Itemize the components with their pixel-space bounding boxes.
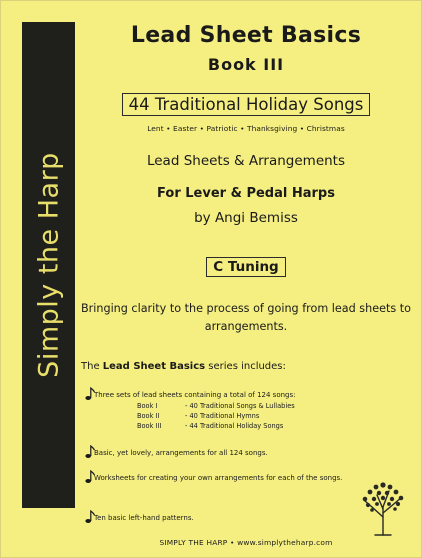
arrangements-line: Lead Sheets & Arrangements — [146, 153, 346, 169]
cover-title: Lead Sheet Basics — [130, 23, 362, 48]
songs-box — [81, 93, 411, 116]
bullet-text: Basic, yet lovely, arrangements for all 124 songs. — [94, 449, 268, 457]
songs-label: 44 Traditional Holiday Songs — [122, 93, 371, 116]
list-item — [94, 473, 349, 483]
author-line: by Angi Bemiss — [194, 210, 298, 226]
music-note-icon — [85, 470, 95, 484]
bullet-text: Ten basic left-hand patterns. — [94, 514, 194, 522]
footer-line: SIMPLY THE HARP • www.simplytheharp.com — [159, 538, 333, 547]
list-item — [94, 390, 394, 400]
book-number: Book III — [207, 55, 285, 74]
spine-title: Simply the Harp — [33, 152, 64, 378]
book-row-desc: - 40 Traditional Hymns — [185, 412, 260, 420]
book-row-name: Book II — [137, 412, 160, 420]
tree-logo-icon — [357, 477, 409, 537]
music-note-icon — [85, 510, 95, 524]
series-heading — [81, 361, 286, 372]
book-row — [137, 401, 295, 411]
harps-line: For Lever & Pedal Harps — [157, 186, 335, 201]
book-row — [137, 411, 295, 421]
tuning-label: C Tuning — [206, 257, 285, 277]
book-row-desc: - 44 Traditional Holiday Songs — [185, 422, 284, 430]
list-item — [94, 448, 394, 458]
book-row-name: Book I — [137, 402, 158, 410]
music-note-icon — [85, 387, 95, 401]
music-note-icon — [85, 445, 95, 459]
occasions-line: Lent • Easter • Patriotic • Thanksgiving • Christmas — [147, 124, 345, 133]
list-item — [94, 513, 394, 523]
bullet-text: Worksheets for creating your own arrangements for each of the songs. — [94, 474, 343, 482]
bullet-text: Three sets of lead sheets containing a total of 124 songs: — [94, 391, 296, 399]
clarity-tagline: Bringing clarity to the process of going from lead sheets to arrangements. — [81, 302, 411, 333]
tuning-box — [81, 257, 411, 277]
series-prefix: The — [81, 361, 103, 372]
book-row-desc: - 40 Traditional Songs & Lullabies — [185, 402, 295, 410]
book-row-name: Book III — [137, 422, 162, 430]
spine-band — [22, 22, 75, 508]
book-list — [137, 401, 295, 431]
series-name: Lead Sheet Basics — [102, 361, 206, 372]
series-suffix: series includes: — [205, 361, 286, 372]
book-row — [137, 421, 295, 431]
